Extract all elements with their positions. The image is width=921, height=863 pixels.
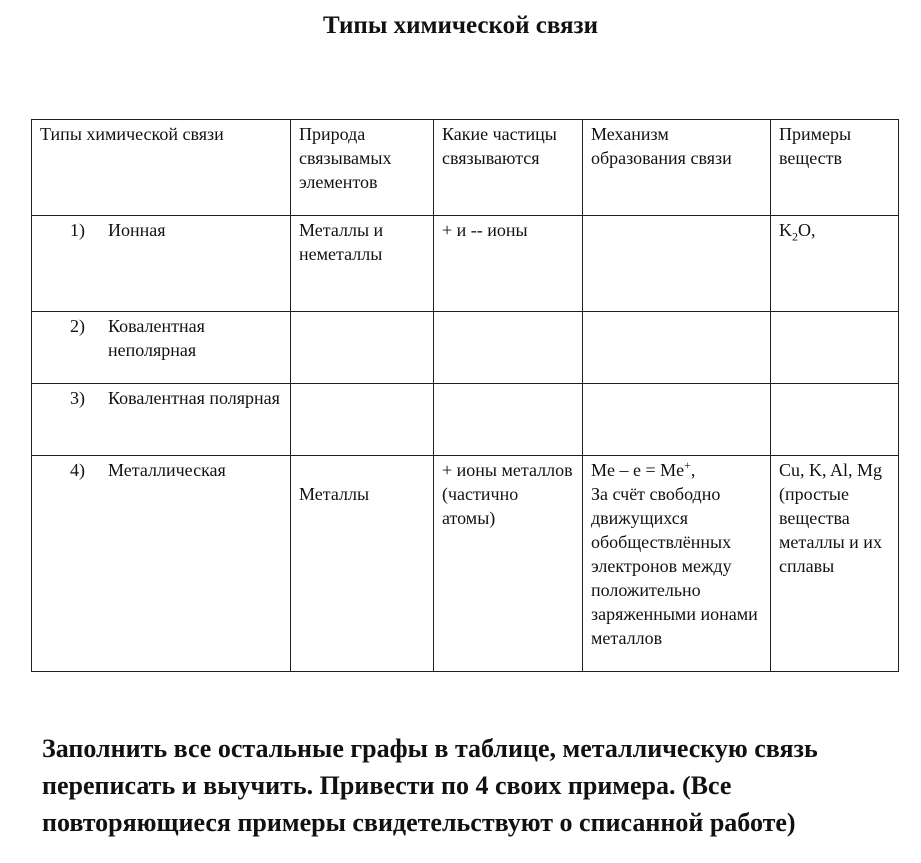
examples-cell bbox=[771, 216, 899, 312]
mechanism-formula-superscript: + bbox=[684, 458, 691, 472]
examples-formula-suffix: O, bbox=[798, 220, 816, 240]
examples-cell: Cu, K, Al, Mg (простые вещества металлы и их сплавы bbox=[771, 456, 899, 672]
examples-cell bbox=[771, 384, 899, 456]
mechanism-description: За счёт свободно движущихся обобществлённых электронов между положительно заряженными ионами металлов bbox=[591, 484, 758, 648]
table-header-row bbox=[32, 120, 899, 216]
element-nature-cell: Металлы и неметаллы bbox=[291, 216, 434, 312]
mechanism-formula-main: Me – e = Me bbox=[591, 460, 685, 480]
row-number: 2) bbox=[70, 316, 85, 336]
header-particles: Какие частицы связываются bbox=[434, 120, 583, 216]
mechanism-formula bbox=[591, 458, 762, 482]
mechanism-formula-tail: , bbox=[690, 460, 696, 480]
table-row bbox=[32, 216, 899, 312]
bond-type-label: Ковалентная неполярная bbox=[108, 316, 205, 360]
table-row bbox=[32, 456, 899, 672]
mechanism-cell bbox=[583, 312, 771, 384]
element-nature-cell bbox=[291, 312, 434, 384]
row-number: 3) bbox=[70, 388, 85, 408]
header-mechanism: Механизм образования связи bbox=[583, 120, 771, 216]
particles-cell bbox=[434, 384, 583, 456]
particles-cell: + ионы металлов (частично атомы) bbox=[434, 456, 583, 672]
mechanism-cell bbox=[583, 384, 771, 456]
bond-type-cell bbox=[32, 384, 291, 456]
bond-type-label: Ковалентная полярная bbox=[108, 388, 280, 408]
examples-cell bbox=[771, 312, 899, 384]
table-row bbox=[32, 384, 899, 456]
table-row bbox=[32, 312, 899, 384]
bond-type-cell bbox=[32, 216, 291, 312]
bond-type-label: Металлическая bbox=[108, 460, 226, 480]
mechanism-cell bbox=[583, 216, 771, 312]
bond-type-cell bbox=[32, 312, 291, 384]
row-number: 4) bbox=[70, 460, 85, 480]
particles-cell: + и -- ионы bbox=[434, 216, 583, 312]
header-element-nature: Природа связывамых элементов bbox=[291, 120, 434, 216]
element-nature-cell: Металлы bbox=[291, 456, 434, 672]
examples-formula-prefix: K bbox=[779, 220, 792, 240]
header-examples: Примеры веществ bbox=[771, 120, 899, 216]
page-title: Типы химической связи bbox=[322, 12, 599, 39]
bond-type-label: Ионная bbox=[108, 220, 166, 240]
particles-cell bbox=[434, 312, 583, 384]
examples-formula-subscript: 2 bbox=[792, 229, 798, 244]
row-number: 1) bbox=[70, 220, 85, 240]
header-bond-type: Типы химической связи bbox=[32, 120, 291, 216]
element-nature-cell bbox=[291, 384, 434, 456]
bond-types-table bbox=[31, 119, 899, 672]
assignment-instructions: Заполнить все остальные графы в таблице, металлическую связь переписать и выучить. Привести по 4 своих примера. (Все повторяющиеся примеры свидетельствуют о списанной работе) bbox=[42, 734, 818, 837]
mechanism-cell bbox=[583, 456, 771, 672]
bond-type-cell bbox=[32, 456, 291, 672]
